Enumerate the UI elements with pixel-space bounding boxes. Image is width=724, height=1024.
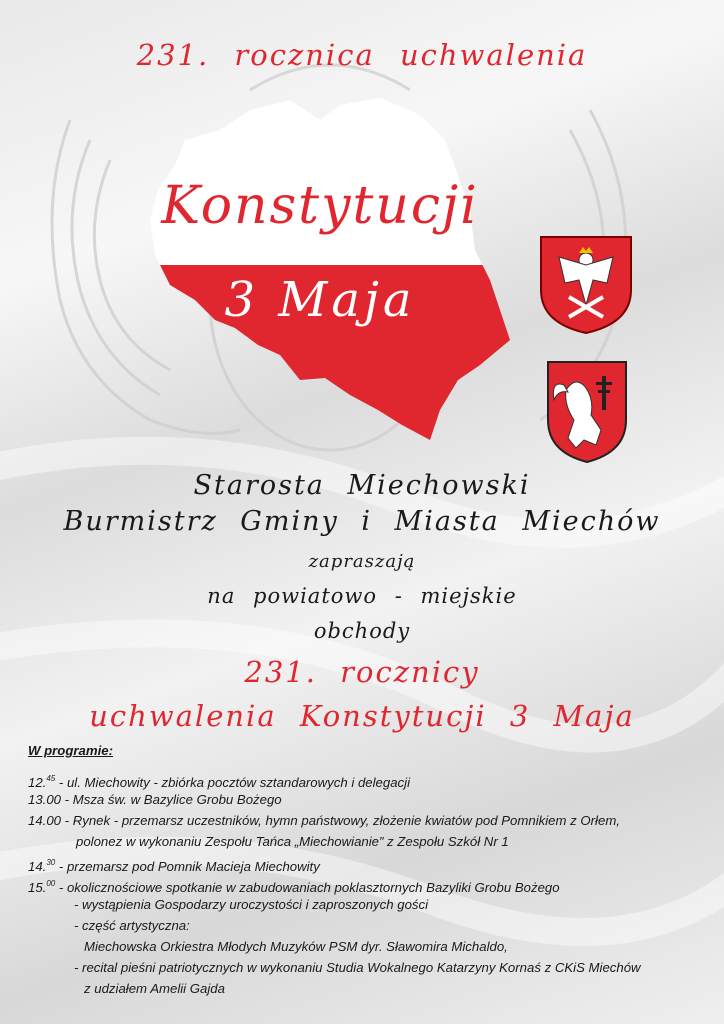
invitation-line-rocznicy: 231. rocznicy <box>244 655 480 689</box>
program-time-min: 00 <box>46 879 56 888</box>
program-item-text: - Rynek - przemarsz uczestników, hymn państwowy, złożenie kwiatów pod Pomnikiem z Orłem, <box>61 813 620 828</box>
program-heading: W programie: <box>28 743 113 758</box>
program-item-text: - okolicznościowe spotkanie w zabudowaniach poklasztornych Bazyliki Grobu Bożego <box>55 880 560 895</box>
coat-of-arms-griffin-icon <box>546 360 628 464</box>
program-time: 14.00 <box>28 813 62 828</box>
invitation-line-powiatowo: na powiatowo - miejskie <box>207 584 517 608</box>
program-time-min: 45 <box>46 774 56 783</box>
program-item: 12.45 - ul. Miechowity - zbiórka pocztów sztandarowych i delegacji <box>28 774 410 790</box>
program-item: 15.00 - okolicznościowe spotkanie w zabudowaniach poklasztornych Bazyliki Grobu Bożego <box>28 879 560 895</box>
title-konstytucji: Konstytucji <box>161 176 479 236</box>
program-subitem <box>28 894 708 915</box>
poland-map-flag-icon <box>140 80 510 440</box>
invitation-line-uchwalenia: uchwalenia Konstytucji 3 Maja <box>89 699 635 733</box>
program-time-min: 30 <box>46 858 56 867</box>
program-item <box>28 810 708 831</box>
invitation-line-zapraszaja: zapraszają <box>308 551 416 572</box>
coat-of-arms-eagle-icon <box>539 235 633 335</box>
program-item-text: - przemarsz pod Pomnik Macieja Miechowity <box>55 859 320 874</box>
invitation-line-starosta: Starosta Miechowski <box>193 470 531 501</box>
program-item-text: - ul. Miechowity - zbiórka pocztów sztandarowych i delegacji <box>55 775 410 790</box>
program-item <box>28 789 708 810</box>
program-subitem <box>28 936 708 957</box>
invitation-line-burmistrz: Burmistrz Gminy i Miasta Miechów <box>63 506 661 537</box>
program-item-text: - część artystyczna: <box>74 918 190 933</box>
program-time: 13.00 <box>28 792 62 807</box>
invitation-line-obchody: obchody <box>313 619 411 643</box>
program-time-hour: 15 <box>28 880 43 895</box>
program-subitem <box>28 978 708 999</box>
title-3-maja: 3 Maja <box>224 272 416 328</box>
program-item-text: polonez w wykonaniu Zespołu Tańca „Miechowianie” z Zespołu Szkół Nr 1 <box>76 834 509 849</box>
program-section <box>28 743 708 999</box>
program-time-hour: 12 <box>28 775 43 790</box>
program-time-hour: 14 <box>28 859 43 874</box>
top-headline: 231. rocznica uchwalenia <box>136 38 588 72</box>
program-item-continuation <box>28 831 708 852</box>
program-subitem <box>28 915 708 936</box>
program-item-text: - wystąpienia Gospodarzy uroczystości i zaproszonych gości <box>74 897 429 912</box>
program-item-text: z udziałem Amelii Gajda <box>84 981 225 996</box>
program-item-text: - Msza św. w Bazylice Grobu Bożego <box>61 792 282 807</box>
program-item-text: - recital pieśni patriotycznych w wykonaniu Studia Wokalnego Katarzyny Kornaś z CKiS Miechów <box>74 960 641 975</box>
program-subitem <box>28 957 708 978</box>
program-item: 14.30 - przemarsz pod Pomnik Macieja Miechowity <box>28 858 320 874</box>
program-item-text: Miechowska Orkiestra Młodych Muzyków PSM dyr. Sławomira Michaldo, <box>84 939 508 954</box>
